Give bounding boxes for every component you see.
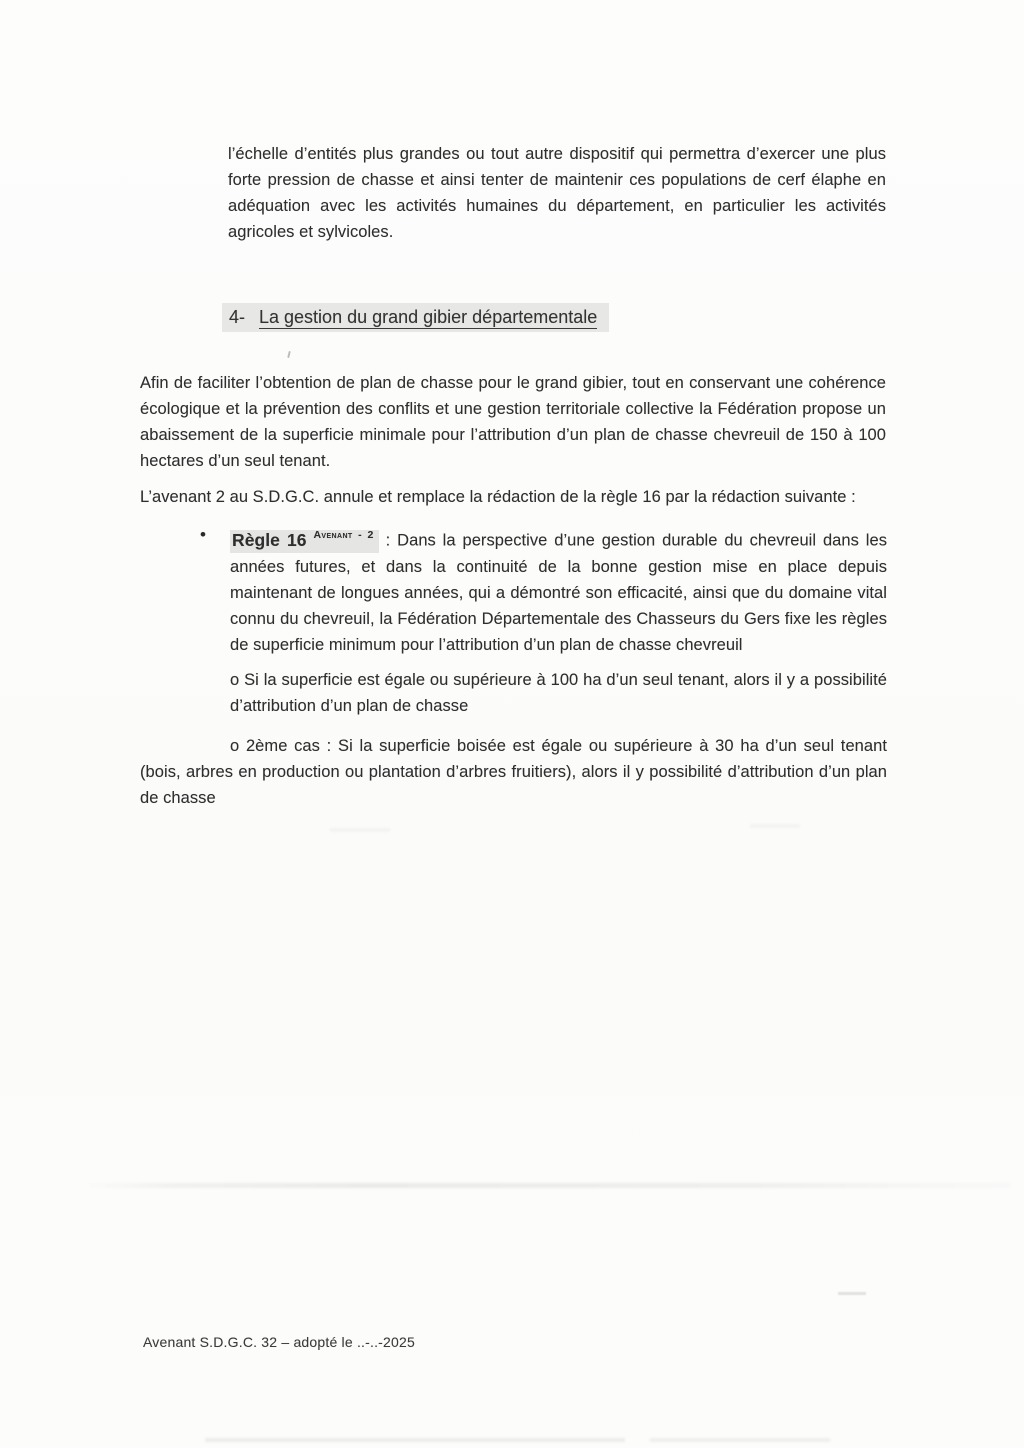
rule-superscript: Avenant - 2 xyxy=(313,529,374,541)
section-heading-highlight xyxy=(222,303,609,332)
scan-smudge xyxy=(750,824,800,828)
scan-bleedthrough-line xyxy=(85,1183,1010,1188)
rule-text: Dans la perspective d’une gestion durable du chevreuil dans les années futures, et dans la continuité de la bonne gestion mise en place depuis maintenant de longues années, qui a démontré son efficacité, ainsi que du domaine vital connu du chevreuil, la Fédération Départementale des Chasseurs du Gers fixe les règles de superficie minimum pour l’attribution d’un plan de chasse chevreuil xyxy=(230,531,888,654)
scan-smudge xyxy=(330,828,390,832)
footer-note: Avenant S.D.G.C. 32 – adopté le ..-..-2025 xyxy=(143,1334,415,1350)
bullet-icon: • xyxy=(200,525,207,544)
paragraph-gestion-grand-gibier: Afin de faciliter l’obtention de plan de chasse pour le grand gibier, tout en conservant une cohérence écologique et la prévention des conflits et une gestion territoriale collective la Fédération propose un abaissement de la superficie minimale pour l’attribution d’un plan de chasse chevreuil de 150 à 100 hectares d’un seul tenant. xyxy=(140,374,886,470)
rule-label: Règle 16 xyxy=(232,529,307,550)
scan-bottom-band xyxy=(205,1438,625,1442)
section-number: 4- xyxy=(229,307,246,327)
scan-speck xyxy=(287,351,291,358)
scan-bottom-band xyxy=(650,1438,830,1442)
sub-point-superficie-100ha: o Si la superficie est égale ou supérieure à 100 ha d’un seul tenant, alors il y a possibilité d’attribution d’un plan de chasse xyxy=(230,671,887,715)
scan-smudge-dash xyxy=(838,1292,866,1295)
rule-label-highlight xyxy=(230,530,379,553)
intro-paragraph: l’échelle d’entités plus grandes ou tout autre dispositif qui permettra d’exercer une plus forte pression de chasse et ainsi tenter de maintenir ces populations de cerf élaphe en adéquation avec les activités humaines du département, en particulier les activités agricoles et sylvicoles. xyxy=(228,145,886,241)
rule-separator: : xyxy=(378,531,398,550)
sub-point-superficie-boisee-30ha: o 2ème cas : Si la superficie boisée est égale ou supérieure à 30 ha d’un seul tenant (bois, arbres en production ou plantation d’arbres fruitiers), alors il y possibilité d’attribution d’un plan de chasse xyxy=(140,737,887,807)
section-title: La gestion du grand gibier départementale xyxy=(259,307,598,327)
paragraph-avenant-intro: L’avenant 2 au S.D.G.C. annule et remplace la rédaction de la règle 16 par la rédaction suivante : xyxy=(140,488,856,506)
section-heading xyxy=(222,303,609,332)
rule-16-bullet-item xyxy=(200,523,888,658)
